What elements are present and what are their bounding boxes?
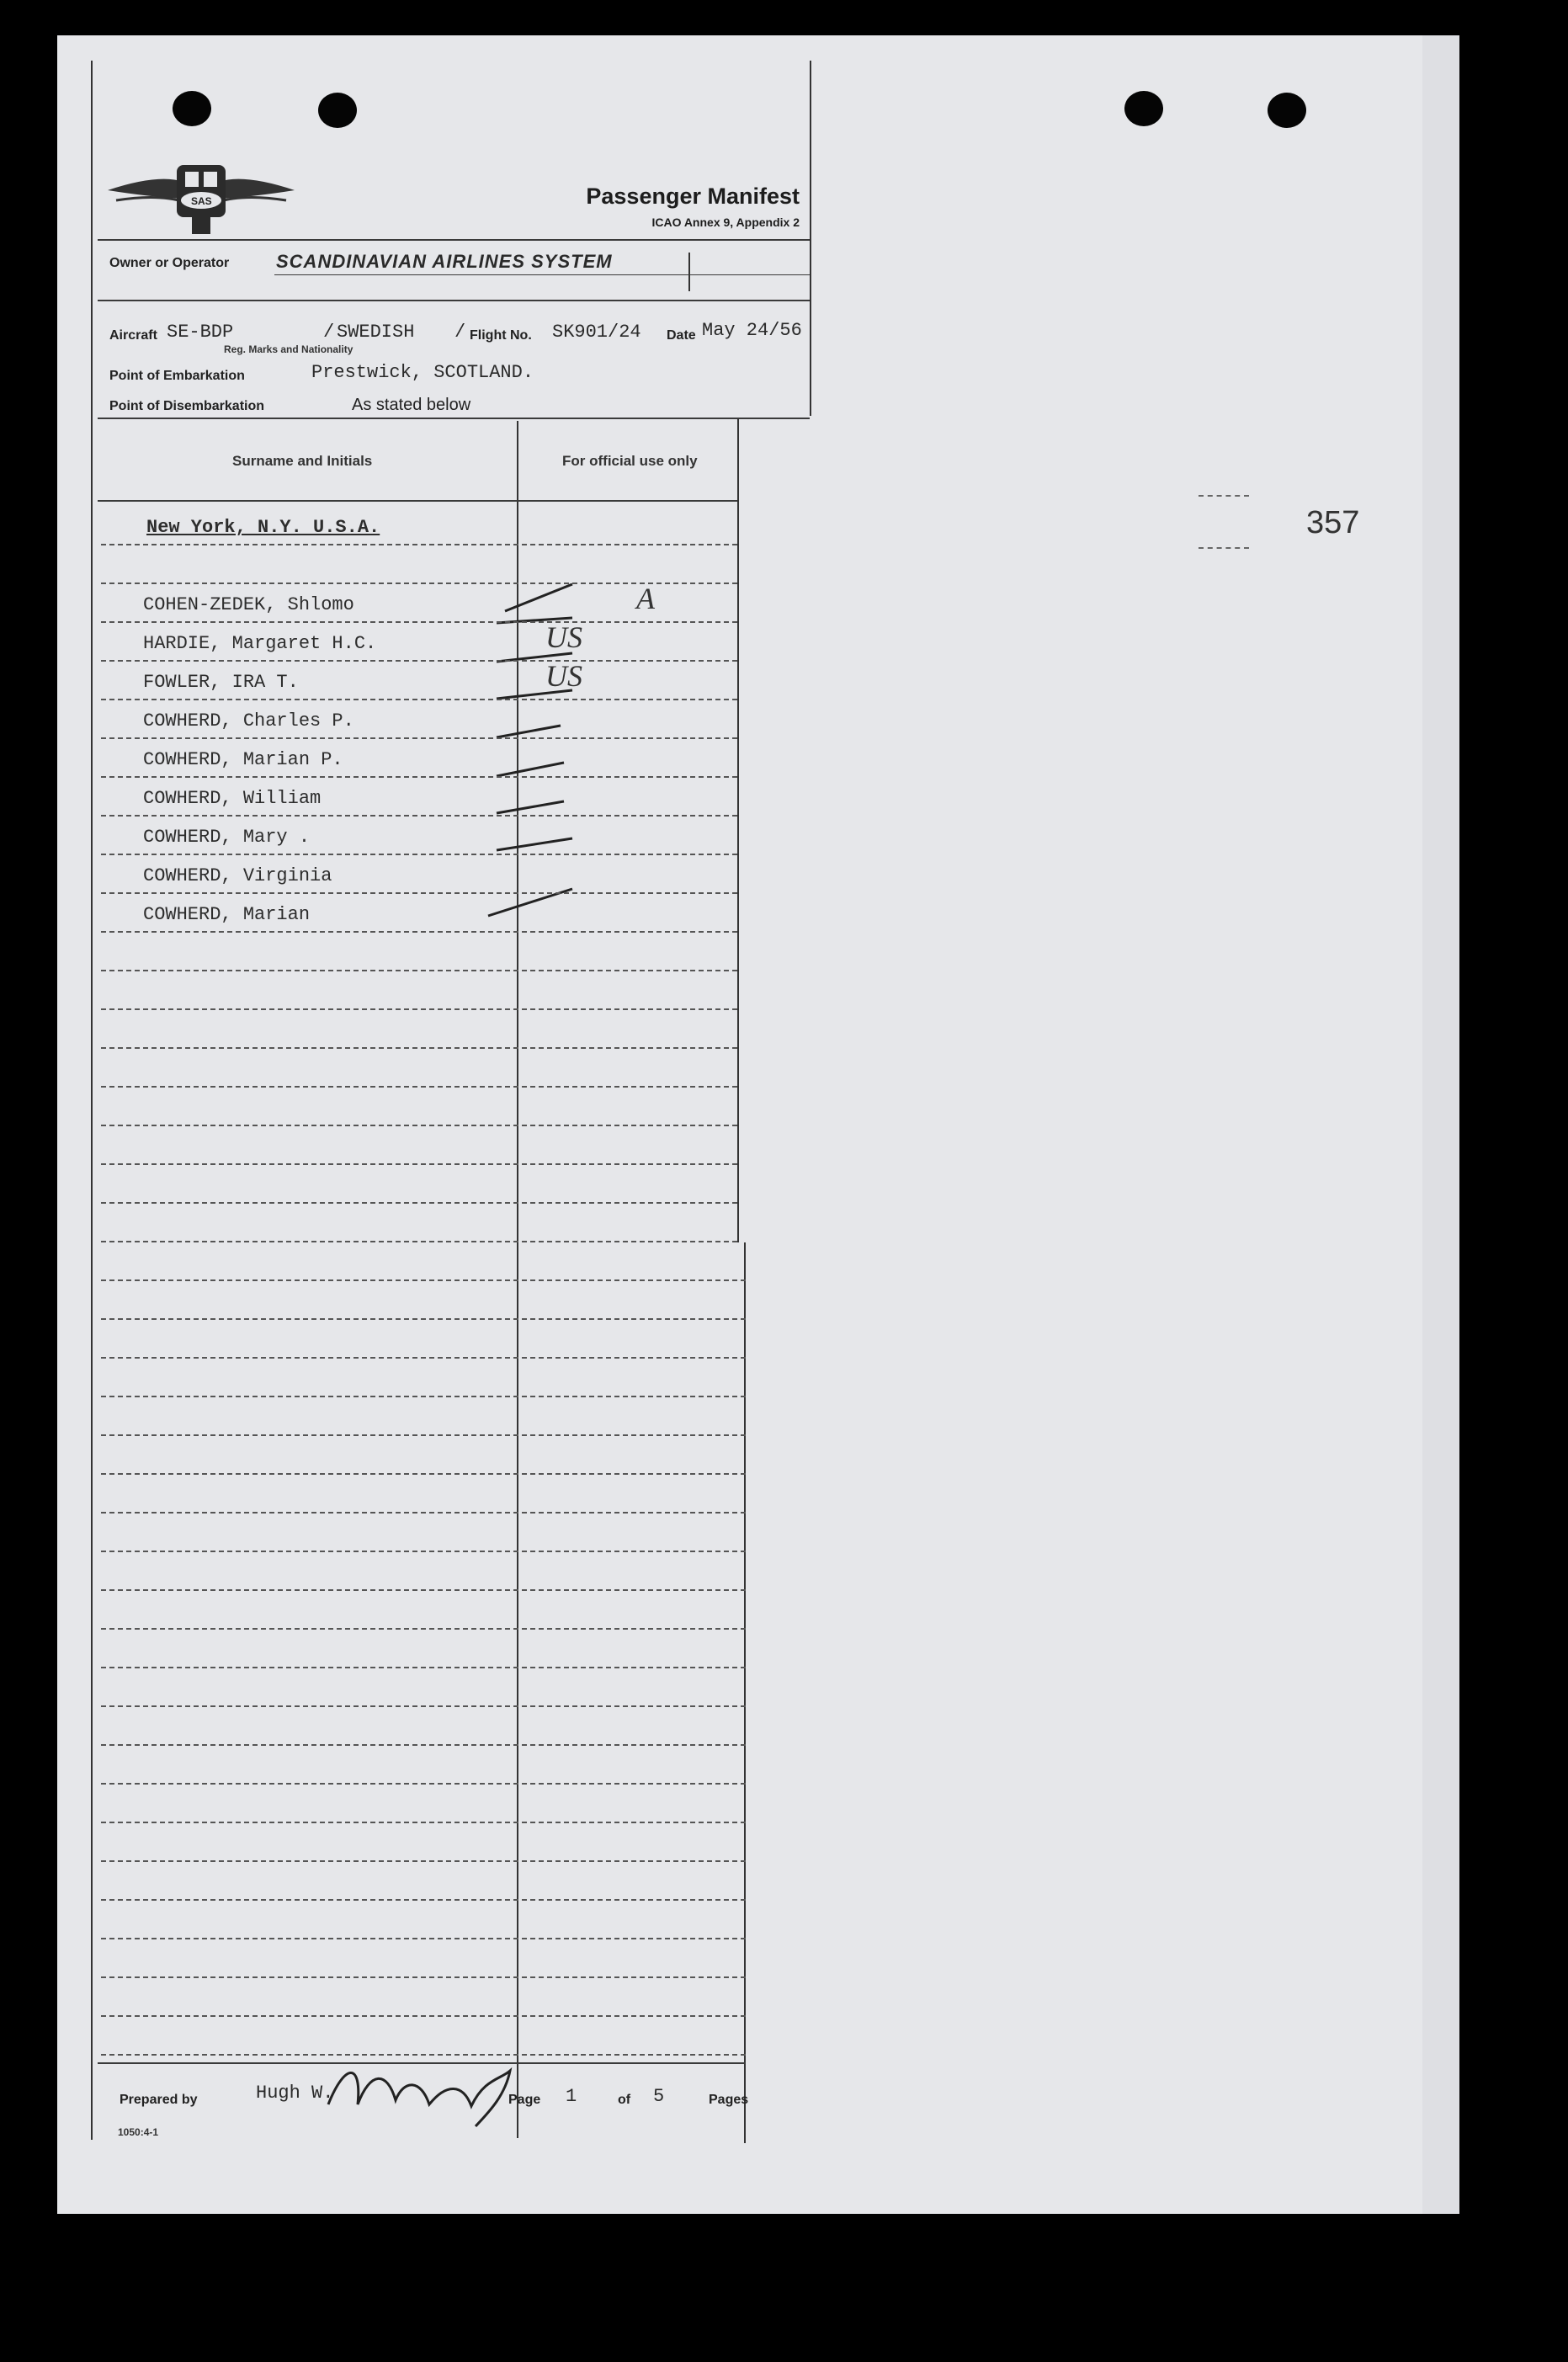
row-rule [101,1512,746,1513]
disembarkation-value: As stated below [352,396,471,414]
signature [320,2054,522,2130]
owner-tick [688,253,690,291]
of-label: of [618,2093,631,2107]
row-rule [101,699,737,700]
punch-hole [1268,93,1306,128]
date-value: May 24/56 [702,320,802,341]
passenger-name: HARDIE, Margaret H.C. [143,633,377,654]
row-rule [101,931,737,933]
embarkation-label: Point of Embarkation [109,369,245,383]
header-bottom-divider [98,418,810,419]
passenger-name: COHEN-ZEDEK, Shlomo [143,594,354,615]
row-rule [101,583,737,584]
row-rule [101,1396,746,1397]
row-rule [101,1744,746,1746]
date-label: Date [667,328,696,343]
owner-divider [98,300,810,301]
official-mark: US [545,659,582,693]
passenger-name: FOWLER, IRA T. [143,672,299,693]
table-header-divider [98,500,737,502]
owner-value: SCANDINAVIAN AIRLINES SYSTEM [276,251,613,272]
row-rule [101,1705,746,1707]
punch-hole [173,91,211,126]
form-left-border [91,61,93,2140]
row-rule [101,1434,746,1436]
nationality-value: SWEDISH [337,322,415,343]
row-rule [101,660,737,662]
row-rule [101,815,737,817]
form-code: 1050:4-1 [118,2126,159,2138]
disembarkation-label: Point of Disembarkation [109,399,265,413]
form-subtitle: ICAO Annex 9, Appendix 2 [651,215,800,229]
page-label: Page [508,2093,541,2107]
of-value: 5 [653,2086,665,2107]
owner-underline [274,274,810,275]
nationality-slash: / [454,322,466,343]
row-rule [101,621,737,623]
official-tick-marks [480,572,682,926]
form-right-border-top [810,61,811,416]
punch-hole [1124,91,1163,126]
punch-hole [318,93,357,128]
owner-label: Owner or Operator [109,256,230,270]
official-mark: A [636,582,655,615]
row-rule [101,970,737,971]
aircraft-value: SE-BDP [167,322,234,343]
row-rule [101,1667,746,1668]
svg-text:SAS: SAS [191,195,212,207]
row-rule [101,544,737,545]
row-rule [101,776,737,778]
row-rule [101,1899,746,1901]
row-rule [101,1860,746,1862]
prepared-label: Prepared by [120,2093,198,2107]
row-rule [101,1202,737,1204]
row-rule [101,1357,746,1359]
archive-mark-top [1199,495,1249,497]
row-rule [101,1783,746,1785]
embarkation-value: Prestwick, SCOTLAND. [311,362,534,383]
passenger-name: COWHERD, Mary . [143,827,311,848]
passenger-name: COWHERD, Marian P. [143,749,343,770]
row-rule [101,1318,746,1320]
row-rule [101,1047,737,1049]
row-rule [101,1086,737,1088]
row-rule [101,2015,746,2017]
row-rule [101,1473,746,1475]
sas-logo [108,157,295,237]
row-rule [101,1008,737,1010]
row-rule [101,1822,746,1823]
col-name-header: Surname and Initials [232,453,373,469]
prepared-value: Hugh W. [256,2083,334,2104]
passenger-name: COWHERD, Marian [143,904,311,925]
archive-number: 357 [1306,505,1360,540]
flight-label: Flight No. [470,328,532,343]
row-rule [101,1163,737,1165]
page-value: 1 [566,2086,577,2107]
reg-marks-label: Reg. Marks and Nationality [224,343,353,355]
row-rule [101,1976,746,1978]
row-rule [101,854,737,855]
passenger-name: COWHERD, Charles P. [143,710,354,731]
flight-value: SK901/24 [552,322,641,343]
passenger-name: COWHERD, Virginia [143,865,332,886]
row-rule [101,1938,746,1939]
form-right-border-bottom [744,1242,746,2143]
form-title: Passenger Manifest [586,184,800,209]
paper-edge [1422,35,1459,2214]
archive-mark-bottom [1199,547,1249,549]
row-rule [101,1589,746,1591]
passenger-name: COWHERD, William [143,788,322,809]
aircraft-slash: / [323,322,335,343]
aircraft-label: Aircraft [109,328,157,343]
row-rule [101,1628,746,1630]
row-rule [101,737,737,739]
official-mark: US [545,620,582,654]
col-official-header: For official use only [562,453,698,469]
row-rule [101,1125,737,1126]
pages-label: Pages [709,2093,749,2107]
header-divider [98,239,810,241]
form-right-border-middle [737,418,739,1242]
row-rule [101,892,737,894]
row-rule [101,1241,737,1242]
destination: New York, N.Y. U.S.A. [146,517,380,538]
row-rule [101,1551,746,1552]
row-rule [101,1279,746,1281]
